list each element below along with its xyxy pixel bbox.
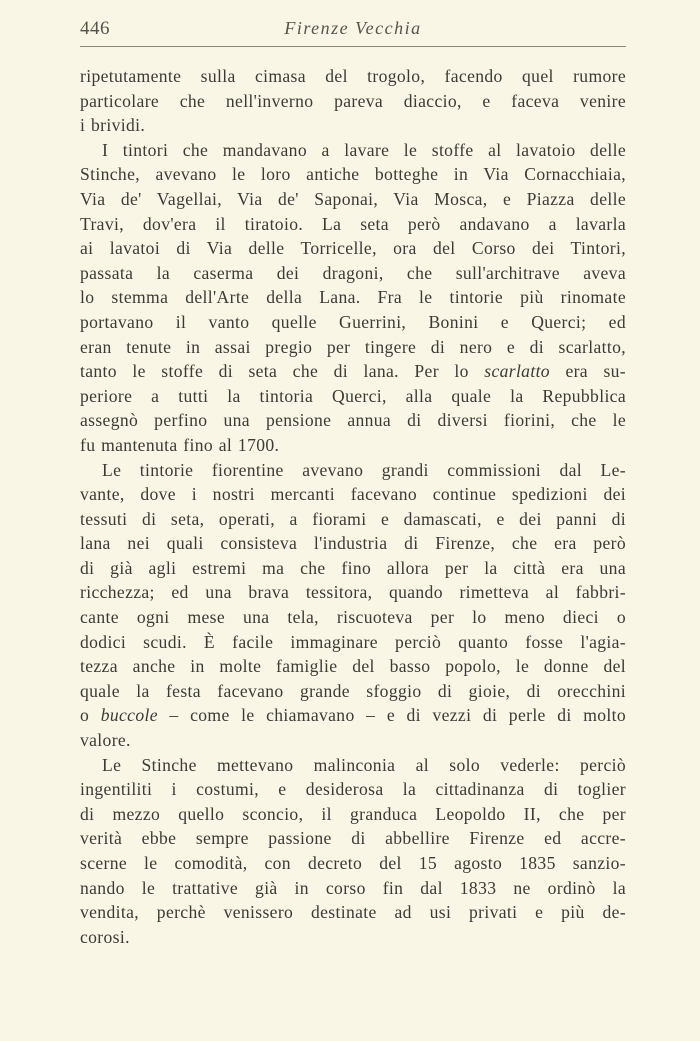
- text-line: I tintori che mandavano a lavare le stoffe al lavatoio delle: [102, 139, 626, 160]
- italic-term: buccole: [100, 705, 158, 726]
- running-title: Firenze Vecchia: [284, 18, 422, 38]
- text-line: di già agli estremi ma che fino allora per la città era una: [80, 557, 626, 578]
- paragraph: [80, 753, 626, 950]
- text-line: nando le trattative già in corso fin dal 1833 ne ordinò la: [80, 877, 626, 898]
- text-line: fu mantenuta fino al 1700.: [80, 434, 280, 455]
- text-line: o buccole – come le chiamavano – e di vezzi di perle di molto: [80, 705, 626, 726]
- text-line: ricchezza; ed una brava tessitora, quando rimetteva al fabbri-: [80, 582, 626, 603]
- text-line: Le Stinche mettevano malinconia al solo vederle: perciò: [102, 754, 626, 775]
- text-line: assegnò perfino una pensione annua di diversi fiorini, che le: [80, 410, 626, 431]
- paragraph: [80, 64, 626, 138]
- text-line: corosi.: [80, 926, 130, 947]
- text-line: tanto le stoffe di seta che di lana. Per lo scarlatto era su-: [80, 361, 626, 382]
- text-line: valore.: [80, 730, 131, 751]
- text-line: ripetutamente sulla cimasa del trogolo, facendo quel rumore: [80, 66, 626, 86]
- text-line: Via de' Vagellai, Via de' Saponai, Via Mosca, e Piazza delle: [80, 188, 626, 209]
- text-line: dodici scudi. È facile immaginare perciò quanto fosse l'agia-: [80, 631, 626, 652]
- text-line: vendita, perchè venissero destinate ad usi privati e più de-: [80, 902, 626, 923]
- text-line: Stinche, avevano le loro antiche botteghe in Via Cornacchiaia,: [80, 164, 626, 185]
- text-line: portavano il vanto quelle Guerrini, Bonini e Querci; ed: [80, 311, 626, 332]
- header-rule: [80, 46, 626, 47]
- body-text: [80, 64, 626, 949]
- page-header: [80, 18, 626, 44]
- text-line: eran tenute in assai pregio per tingere di nero e di scarlatto,: [80, 336, 626, 357]
- text-line: Travi, dov'era il tiratoio. La seta però andavano a lavarla: [80, 213, 626, 234]
- text-line: passata la caserma dei dragoni, che sull'architrave aveva: [80, 262, 626, 283]
- text-line: periore a tutti la tintoria Querci, alla quale la Repubblica: [80, 385, 626, 406]
- text-line: tezza anche in molte famiglie del basso popolo, le donne del: [80, 656, 626, 677]
- text-line: cante ogni mese una tela, riscuoteva per lo meno dieci o: [80, 607, 626, 628]
- text-line: quale la festa facevano grande sfoggio di gioie, di orecchini: [80, 680, 626, 701]
- text-line: vante, dove i nostri mercanti facevano continue spedizioni dei: [80, 484, 626, 505]
- text-line: verità ebbe sempre passione di abbellire Firenze ed accre-: [80, 828, 626, 849]
- text-line: i brividi.: [80, 115, 146, 136]
- page-number: 446: [80, 18, 110, 39]
- text-line: ai lavatoi di Via delle Torricelle, ora del Corso dei Tintori,: [80, 238, 626, 259]
- text-line: ingentiliti i costumi, e desiderosa la cittadinanza di toglier: [80, 779, 626, 800]
- text-line: tessuti di seta, operati, a fiorami e damascati, e dei panni di: [80, 508, 626, 529]
- text-line: scerne le comodità, con decreto del 15 agosto 1835 sanzio-: [80, 853, 626, 873]
- text-line: di mezzo quello sconcio, il granduca Leopoldo II, che per: [80, 803, 626, 824]
- italic-term: scarlatto: [484, 361, 550, 382]
- text-line: particolare che nell'inverno pareva diaccio, e faceva venire: [80, 90, 626, 111]
- paragraph: [80, 458, 626, 753]
- text-line: Le tintorie fiorentine avevano grandi commissioni dal Le-: [102, 459, 626, 480]
- paragraph: [80, 138, 626, 458]
- text-line: lo stemma dell'Arte della Lana. Fra le tintorie più rinomate: [80, 287, 626, 308]
- text-line: lana nei quali consisteva l'industria di Firenze, che era però: [80, 533, 626, 554]
